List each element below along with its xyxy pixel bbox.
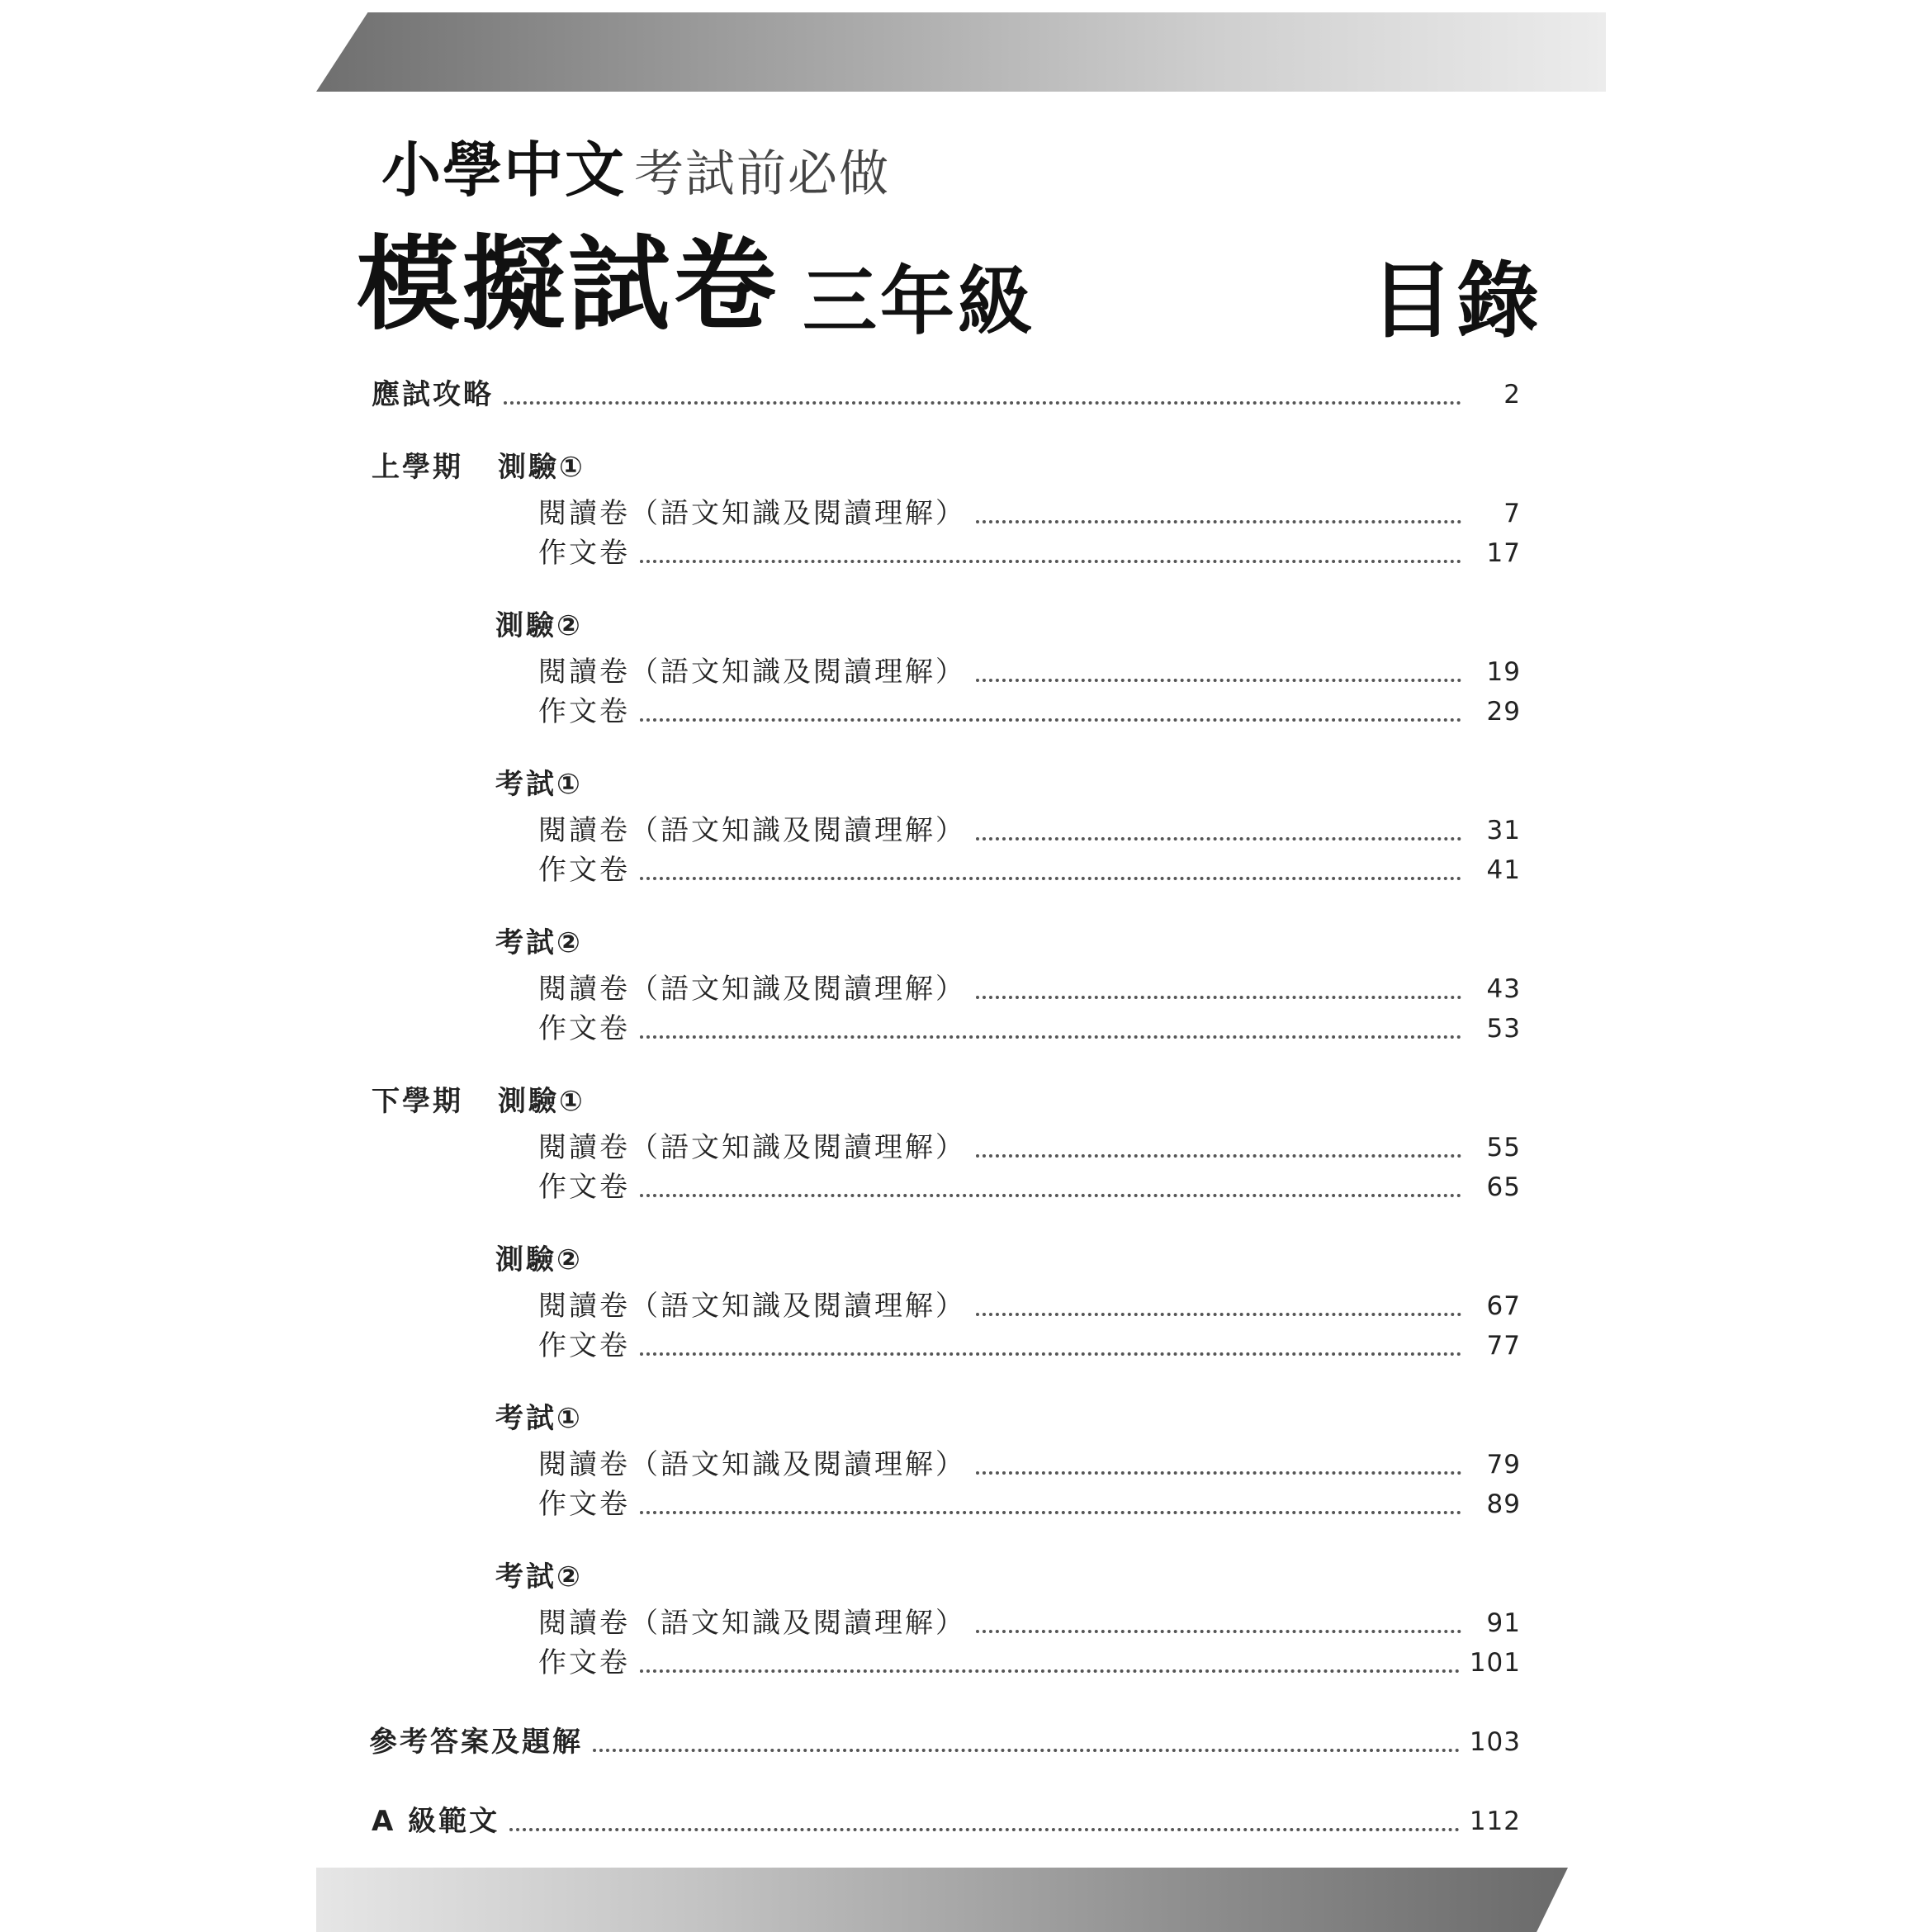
leader-dots (504, 401, 1461, 405)
term-name: 上學期 (372, 451, 463, 484)
toc-section-heading (495, 766, 583, 807)
toc-entry-label: 參考答案及題解 (369, 1726, 583, 1759)
toc-entry-page: 19 (1486, 657, 1521, 687)
toc-entry-writing[interactable] (538, 1164, 1521, 1205)
toc-entry-reading[interactable] (538, 490, 1521, 532)
section-title: 測驗② (495, 609, 583, 642)
toc-entry-label: 閱讀卷（語文知識及閱讀理解） (538, 814, 966, 847)
leader-dots (976, 1630, 1461, 1633)
series-title (381, 137, 890, 220)
toc-section-heading (495, 1242, 583, 1283)
toc-entry-writing[interactable] (538, 689, 1521, 730)
toc-entry-page: 112 (1469, 1807, 1521, 1836)
toc-entry-label: 作文卷 (538, 1329, 630, 1362)
top-decorative-band (316, 12, 1606, 92)
toc-entry-label: 作文卷 (538, 1012, 630, 1045)
term-name: 下學期 (372, 1085, 463, 1118)
leader-dots (509, 1828, 1460, 1831)
section-title: 考試① (495, 1402, 583, 1435)
leader-dots (976, 1313, 1461, 1316)
leader-dots (976, 520, 1461, 523)
toc-entry-page: 7 (1503, 499, 1521, 528)
leader-dots (640, 560, 1461, 563)
toc-section-heading (495, 1400, 583, 1442)
bottom-decorative-band (316, 1868, 1568, 1932)
toc-entry-label: A 級範文 (372, 1805, 500, 1838)
leader-dots (976, 679, 1461, 682)
toc-entry-label: 閱讀卷（語文知識及閱讀理解） (538, 656, 966, 689)
leader-dots (593, 1749, 1460, 1752)
leader-dots (640, 1669, 1460, 1673)
toc-entry-label: 閱讀卷（語文知識及閱讀理解） (538, 1607, 966, 1640)
toc-entry-reading[interactable] (538, 1283, 1521, 1324)
toc-entry-writing[interactable] (538, 1481, 1521, 1522)
toc-heading: 目錄 (1371, 253, 1542, 349)
series-title-bold: 小學中文 (381, 135, 627, 205)
toc-entry-writing[interactable] (538, 847, 1521, 888)
leader-dots (640, 1035, 1461, 1039)
toc-term-heading (372, 449, 585, 490)
series-title-light: 考試前必做 (634, 145, 891, 203)
toc-entry-writing[interactable] (538, 1006, 1521, 1047)
toc-entry-label: 閱讀卷（語文知識及閱讀理解） (538, 497, 966, 530)
toc-entry-reading[interactable] (538, 807, 1521, 849)
toc-entry-label: 閱讀卷（語文知識及閱讀理解） (538, 1131, 966, 1164)
toc-entry-strategy[interactable] (372, 372, 1521, 413)
toc-entry-reading[interactable] (538, 1125, 1521, 1166)
toc-entry-label: 閱讀卷（語文知識及閱讀理解） (538, 1448, 966, 1481)
leader-dots (640, 1511, 1461, 1514)
toc-entry-writing[interactable] (538, 1640, 1521, 1681)
toc-section-heading (495, 925, 583, 966)
toc-entry-page: 101 (1469, 1648, 1521, 1678)
leader-dots (976, 837, 1461, 841)
toc-entry-label: 作文卷 (538, 537, 630, 570)
toc-entry-page: 17 (1486, 538, 1521, 568)
leader-dots (640, 718, 1461, 722)
toc-entry-page: 79 (1486, 1450, 1521, 1480)
toc-entry-page: 31 (1486, 816, 1521, 845)
leader-dots (640, 1352, 1461, 1356)
toc-entry-page: 77 (1486, 1331, 1521, 1361)
leader-dots (640, 1194, 1461, 1197)
section-title: 測驗① (498, 1085, 585, 1118)
toc-section-heading (495, 1559, 583, 1600)
toc-entry-page: 65 (1486, 1172, 1521, 1202)
section-title: 考試① (495, 768, 583, 801)
toc-entry-page: 89 (1486, 1489, 1521, 1519)
toc-section-heading (495, 608, 583, 649)
leader-dots (976, 1471, 1461, 1475)
toc-term-heading (372, 1083, 585, 1125)
section-title: 測驗② (495, 1243, 583, 1276)
toc-entry-label: 閱讀卷（語文知識及閱讀理解） (538, 1290, 966, 1323)
leader-dots (976, 1154, 1461, 1158)
toc-entry-model-essays[interactable] (372, 1798, 1521, 1840)
section-title: 考試② (495, 926, 583, 959)
toc-entry-page: 41 (1486, 855, 1521, 885)
toc-entry-answers[interactable] (369, 1719, 1521, 1760)
toc-entry-reading[interactable] (538, 966, 1521, 1007)
toc-entry-page: 53 (1486, 1014, 1521, 1044)
leader-dots (976, 996, 1461, 999)
toc-entry-page: 91 (1486, 1608, 1521, 1638)
toc-entry-writing[interactable] (538, 530, 1521, 571)
toc-entry-label: 作文卷 (538, 1488, 630, 1521)
toc-entry-page: 67 (1486, 1291, 1521, 1321)
toc-entry-label: 閱讀卷（語文知識及閱讀理解） (538, 973, 966, 1006)
toc-entry-page: 29 (1486, 697, 1521, 727)
grade-label: 三年級 (803, 258, 1035, 345)
section-title: 考試② (495, 1560, 583, 1593)
toc-entry-reading[interactable] (538, 649, 1521, 690)
section-title: 測驗① (498, 451, 585, 484)
toc-entry-label: 作文卷 (538, 695, 630, 728)
book-title: 模擬試卷 (357, 225, 780, 344)
toc-entry-label: 應試攻略 (372, 378, 494, 411)
toc-entry-label: 作文卷 (538, 854, 630, 887)
leader-dots (640, 877, 1461, 880)
toc-entry-page: 2 (1503, 380, 1521, 410)
toc-entry-reading[interactable] (538, 1442, 1521, 1483)
toc-entry-page: 43 (1486, 974, 1521, 1004)
toc-entry-label: 作文卷 (538, 1171, 630, 1204)
toc-entry-page: 103 (1469, 1727, 1521, 1757)
toc-entry-label: 作文卷 (538, 1646, 630, 1679)
toc-entry-page: 55 (1486, 1133, 1521, 1163)
toc-entry-reading[interactable] (538, 1600, 1521, 1641)
toc-entry-writing[interactable] (538, 1323, 1521, 1364)
